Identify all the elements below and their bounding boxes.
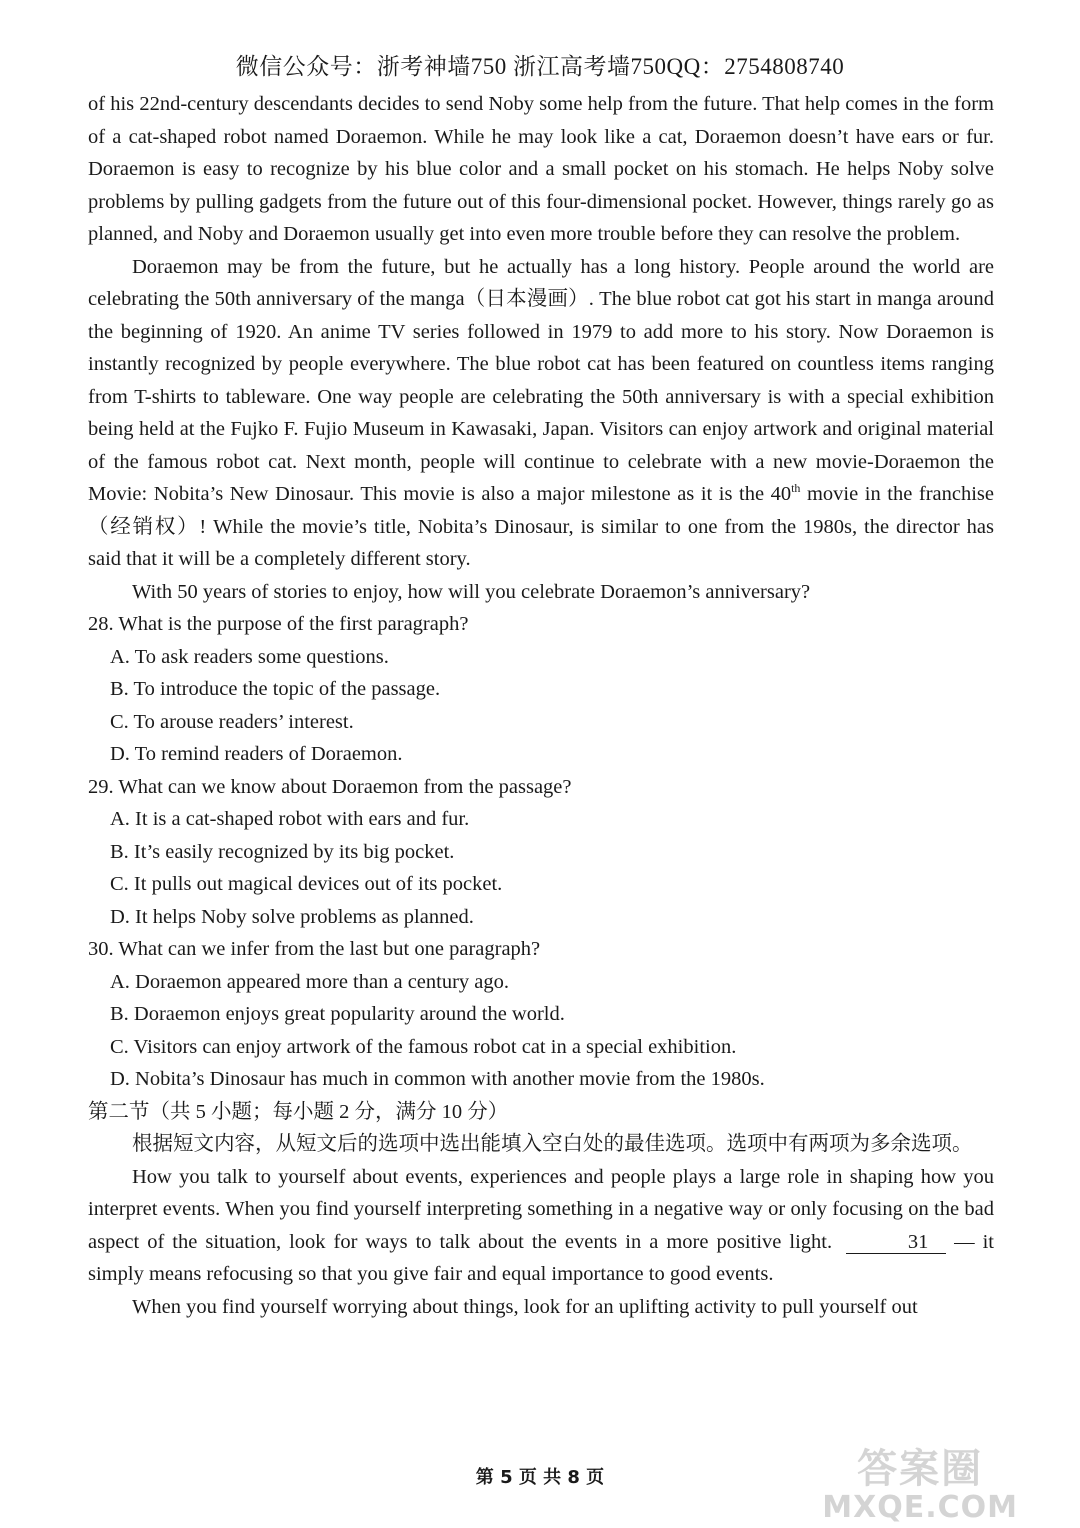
question-28-option-c: C. To arouse readers’ interest.: [110, 710, 354, 733]
question-28-option-d: D. To remind readers of Doraemon.: [110, 743, 403, 765]
passage-paragraph-2: [88, 251, 994, 576]
question-29-option-d: D. It helps Noby solve problems as planned.: [110, 905, 474, 928]
question-28-stem: 28. What is the purpose of the first paragraph?: [88, 613, 469, 635]
question-29-stem: 29. What can we know about Doraemon from the passage?: [88, 775, 572, 798]
watermark-logo-text: 答案圈: [857, 1446, 984, 1492]
section-2-paragraph-1: [88, 1161, 994, 1291]
page-header: 微信公众号：浙考神墙750 浙江高考墙750QQ：2754808740: [235, 54, 845, 79]
question-28-option-b: B. To introduce the topic of the passage.: [110, 678, 441, 700]
section-2-title: 第二节（共 5 小题；每小题 2 分，满分 10 分）: [88, 1100, 509, 1123]
question-30-option-c: C. Visitors can enjoy artwork of the famous robot cat in a special exhibition.: [110, 1035, 737, 1058]
page-number: 第 5 页 共 8 页: [475, 1467, 605, 1488]
passage-paragraph-2-part-a: Doraemon may be from the future, but he actually has a long history. People around the world are celebrating the 50th anniversary of the manga（日本漫画）. The blue robot cat got his start in manga around the beginning of 1920. An anime TV series followed in 1979 to add more to his story. Now Doraemon is instantly recognized by people everywhere. The blue robot cat has been featured on countless items ranging from T-shirts to tableware. One way people are celebrating the 50th anniversary is with a special exhibition being held at the Fujko F. Fujio Museum in Kawasaki, Japan. Visitors can enjoy artwork and original material of the famous robot cat. Next month, people will continue to celebrate with a new movie-Doraemon the Movie: Nobita’s New Dinosaur. This movie is also a major milestone as it is the 40: [88, 255, 994, 505]
blank-31: 31: [846, 1231, 946, 1254]
section-2-paragraph-2: When you find yourself worrying about things, look for an uplifting activity to pull yourself out: [132, 1295, 918, 1318]
question-29-option-b: B. It’s easily recognized by its big pocket.: [110, 840, 455, 863]
passage-paragraph-3: With 50 years of stories to enjoy, how will you celebrate Doraemon’s anniversary?: [132, 580, 811, 603]
section-2-instruction: 根据短文内容，从短文后的选项中选出能填入空白处的最佳选项。选项中有两项为多余选项。: [132, 1133, 973, 1155]
question-30-stem: 30. What can we infer from the last but one paragraph?: [88, 938, 541, 960]
passage-paragraph-2-part-b: movie in the franchise（经销权）! While the movie’s title, Nobita’s Dinosaur, is similar to one from the 1980s, the director has said that it will be a completely different story.: [88, 483, 994, 570]
question-30-option-a: A. Doraemon appeared more than a century ago.: [110, 970, 510, 993]
question-29-option-a: A. It is a cat-shaped robot with ears and fur.: [110, 808, 470, 830]
document-body: [88, 88, 994, 1323]
question-29-option-c: C. It pulls out magical devices out of its pocket.: [110, 873, 503, 895]
question-28-option-a: A. To ask readers some questions.: [110, 645, 389, 668]
watermark-url: MXQE.COM: [822, 1490, 1018, 1525]
passage-paragraph-1: of his 22nd-century descendants decides to send Noby some help from the future. That help comes in the form of a cat-shaped robot named Doraemon. While he may look like a cat, Doraemon doesn’t have ears or fur. Doraemon is easy to recognize by his blue color and a small pocket on his stomach. He helps Noby solve problems by pulling gadgets from the future out of this four-dimensional pocket. However, things rarely go as planned, and Noby and Doraemon usually get into even more trouble before they can resolve the problem.: [88, 93, 994, 245]
question-30-option-b: B. Doraemon enjoys great popularity around the world.: [110, 1003, 565, 1025]
site-watermark: [822, 1446, 1018, 1524]
ordinal-superscript: th: [791, 481, 801, 496]
question-30-option-d: D. Nobita’s Dinosaur has much in common with another movie from the 1980s.: [110, 1068, 765, 1090]
section-2-paragraph-1-part-a: How you talk to yourself about events, experiences and people plays a large role in shaping how you interpret events. When you find yourself interpreting something in a negative way or only focusing on the bad aspect of the situation, look for ways to talk about the events in a more positive light.: [88, 1165, 994, 1253]
section-2-paragraph-1-part-b: — it simply means refocusing so that you give fair and equal importance to good events.: [88, 1230, 994, 1285]
